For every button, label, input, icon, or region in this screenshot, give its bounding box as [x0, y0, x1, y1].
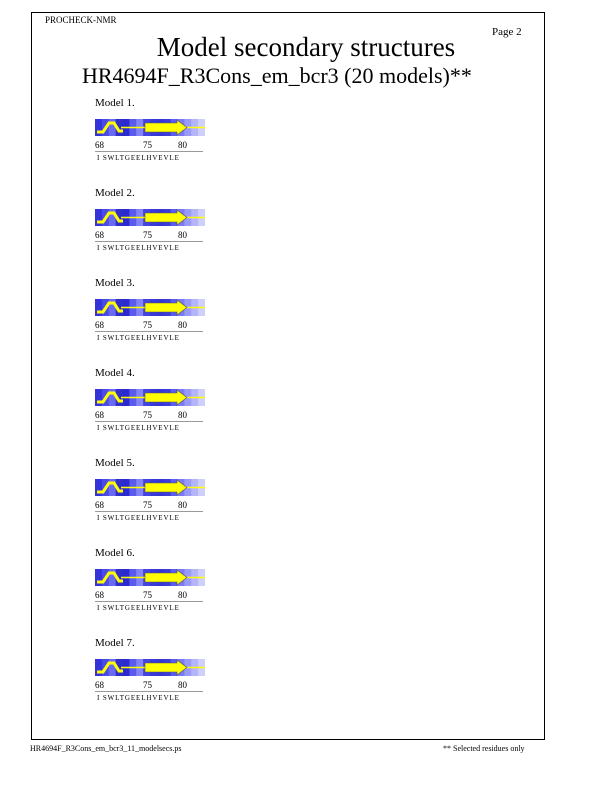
footer-filename: HR4694F_R3Cons_em_bcr3_11_modelsecs.ps: [30, 744, 182, 753]
sequence-ruler: [95, 151, 203, 152]
model-label: Model 2.: [95, 187, 135, 199]
residue-sequence: I SWLTGEELHVEVLE: [97, 154, 180, 162]
sequence-ruler: [95, 331, 203, 332]
residue-tick-label: 68: [95, 320, 104, 330]
model-block: [0, 457, 612, 547]
residue-tick-label: 80: [178, 140, 187, 150]
residue-sequence: I SWLTGEELHVEVLE: [97, 694, 180, 702]
residue-tick-label: 75: [143, 320, 152, 330]
residue-tick-label: 80: [178, 590, 187, 600]
secondary-structure-strip: [95, 659, 205, 676]
model-label: Model 3.: [95, 277, 135, 289]
residue-tick-label: 80: [178, 230, 187, 240]
model-block: [0, 547, 612, 637]
residue-sequence: I SWLTGEELHVEVLE: [97, 424, 180, 432]
residue-tick-label: 75: [143, 590, 152, 600]
sequence-ruler: [95, 421, 203, 422]
page-title: Model secondary structures: [156, 32, 456, 62]
residue-tick-label: 75: [143, 680, 152, 690]
secondary-structure-strip: [95, 209, 205, 226]
model-label: Model 4.: [95, 367, 135, 379]
residue-tick-label: 80: [178, 500, 187, 510]
model-block: [0, 97, 612, 187]
program-name: PROCHECK-NMR: [45, 15, 117, 25]
model-label: Model 6.: [95, 547, 135, 559]
residue-tick-label: 75: [143, 140, 152, 150]
model-block: [0, 637, 612, 727]
residue-tick-label: 75: [143, 500, 152, 510]
residue-sequence: I SWLTGEELHVEVLE: [97, 244, 180, 252]
model-block: [0, 187, 612, 277]
secondary-structure-strip: [95, 389, 205, 406]
page-number: Page 2: [492, 26, 522, 38]
secondary-structure-strip: [95, 479, 205, 496]
residue-tick-label: 68: [95, 500, 104, 510]
residue-tick-label: 75: [143, 230, 152, 240]
residue-tick-label: 68: [95, 230, 104, 240]
residue-tick-label: 80: [178, 680, 187, 690]
sequence-ruler: [95, 511, 203, 512]
residue-tick-label: 68: [95, 590, 104, 600]
residue-sequence: I SWLTGEELHVEVLE: [97, 604, 180, 612]
residue-tick-label: 80: [178, 320, 187, 330]
model-block: [0, 367, 612, 457]
model-label: Model 1.: [95, 97, 135, 109]
residue-tick-label: 68: [95, 140, 104, 150]
secondary-structure-strip: [95, 119, 205, 136]
model-block: [0, 277, 612, 367]
sequence-ruler: [95, 601, 203, 602]
footer-note: ** Selected residues only: [443, 744, 525, 753]
residue-sequence: I SWLTGEELHVEVLE: [97, 514, 180, 522]
residue-tick-label: 68: [95, 410, 104, 420]
residue-sequence: I SWLTGEELHVEVLE: [97, 334, 180, 342]
sequence-ruler: [95, 691, 203, 692]
residue-tick-label: 80: [178, 410, 187, 420]
page-subtitle: HR4694F_R3Cons_em_bcr3 (20 models)**: [82, 63, 472, 88]
model-label: Model 7.: [95, 637, 135, 649]
model-label: Model 5.: [95, 457, 135, 469]
residue-tick-label: 68: [95, 680, 104, 690]
secondary-structure-strip: [95, 569, 205, 586]
residue-tick-label: 75: [143, 410, 152, 420]
secondary-structure-strip: [95, 299, 205, 316]
sequence-ruler: [95, 241, 203, 242]
